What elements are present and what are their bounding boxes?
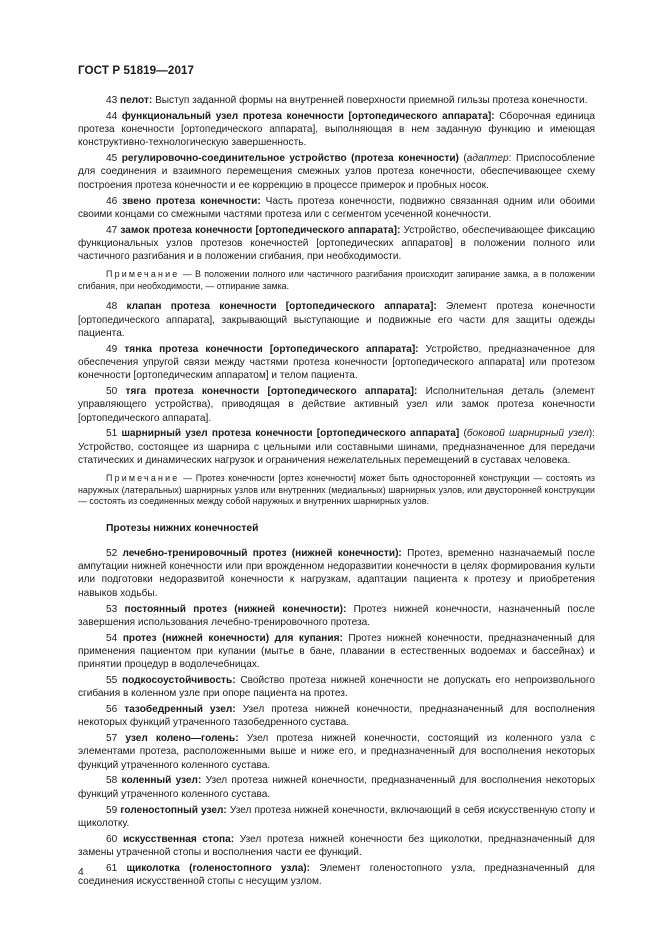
term-definition: Приспособление для соединения и взаимного перемещения смежных узлов протеза конечности, обеспечивающее схему построения протеза конечности и ее коррекцию в процессе примерок и пробных носок. <box>78 153 596 191</box>
term-entry <box>78 94 595 107</box>
term-synonym: боковой шарнирный узел <box>466 428 589 440</box>
term-definition: Устройство, обеспечивающее фиксацию функциональных узлов протезов конечностей [ортопедических аппаратов] в положении полного или частичного разгибания и в положении сгибания, при необходимости. <box>78 224 595 263</box>
term-entry <box>78 195 595 222</box>
term-name: лечебно-тренировочный протез (нижней конечности): <box>122 547 402 559</box>
term-number: 48 <box>106 301 118 313</box>
term-entry <box>78 674 595 701</box>
term-name: тянка протеза конечности [ортопедического аппарата]: <box>124 343 419 355</box>
term-number: 52 <box>106 547 118 559</box>
term-definition: Элемент протеза конечности [ортопедического аппарата], закрывающий выступающие и подвижные его части для защиты одежды пациента. <box>78 301 595 339</box>
terms-block-2 <box>78 300 595 467</box>
term-entry <box>78 732 595 772</box>
term-entry <box>78 703 595 730</box>
term-name: звено протеза конечности: <box>122 195 261 207</box>
term-number: 46 <box>106 195 118 207</box>
term-number: 47 <box>106 224 118 236</box>
term-definition: Протез нижней конечности, назначенный после завершения использования лечебно-тренировочного протеза. <box>78 603 595 628</box>
note-text: — Протез конечности [ортез конечности] может быть односторонней конструкции — состоять из наружных (латеральных) шарнирных узлов или внутренних (медиальных) шарнирных узлов, или двусторонней конструкции — состоять из соединенных между собой наружных и внутренних шарнирных узлов. <box>78 473 595 507</box>
term-name: подкосоустойчивость: <box>121 674 236 686</box>
note-label: Примечание <box>106 473 180 484</box>
term-name: постоянный протез (нижней конечности): <box>124 603 347 615</box>
term-name: тазобедренный узел: <box>124 704 236 716</box>
term-name: регулировочно-соединительное устройство (протеза конечности) <box>121 153 459 165</box>
term-number: 50 <box>106 386 118 398</box>
term-number: 59 <box>106 804 118 816</box>
term-number: 53 <box>106 603 118 615</box>
term-definition: Протез нижней конечности, предназначенный для применения пациентом при купании (мытье в бане, плавании в естественных водоемах и бассейнах) и принятии процедур в водолечебницах. <box>78 632 596 671</box>
term-entry <box>78 110 595 150</box>
term-entry: 51 шарнирный узел протеза конечности [ортопедического аппарата] (боковой шарнирный узел): Устройство, состоящее из шарнира с цельными или составными шинами, предназначенное для передачи статических и динамических нагрузок и ограничения нежелательных перемещений в суставах человека. <box>78 428 595 466</box>
note-text: — В положении полного или частичного разгибания происходит запирание замка, а в положении сгибания, при необходимости, — отпирание замка. <box>78 269 595 291</box>
term-name: шарнирный узел протеза конечности [ортопедического аппарата] <box>121 428 460 440</box>
term-synonym-close: ): <box>588 428 595 440</box>
note-1 <box>78 269 595 292</box>
term-entry <box>78 603 595 630</box>
term-definition: Часть протеза конечности, подвижно связанная одним или обоими своими концами со смежными частями протеза или с сегментом усеченной конечности. <box>78 195 595 220</box>
term-number: 45 <box>106 153 118 165</box>
term-entry <box>78 833 595 860</box>
note-label: Примечание <box>106 269 180 280</box>
term-number: 56 <box>106 704 118 716</box>
term-number: 44 <box>106 110 118 122</box>
term-number: 57 <box>106 733 118 745</box>
term-name: тяга протеза конечности [ортопедического аппарата]: <box>125 386 418 398</box>
term-name: протез (нижней конечности) для купания: <box>122 632 343 644</box>
term-number: 49 <box>106 343 118 355</box>
term-definition: Сборочная единица протеза конечности [ортопедического аппарата], выполняющая в нем заданную функцию и имеющая конструктивно-технологическую завершенность. <box>78 110 595 149</box>
terms-block-1 <box>78 94 595 263</box>
term-entry <box>78 547 595 600</box>
term-definition: Свойство протеза нижней конечности не допускать его непроизвольного сгибания в коленном узле при опоре пациента на протез. <box>78 674 595 700</box>
term-definition: Узел протеза нижней конечности, состоящий из коленного узла с элементами протеза, расположенными выше и ниже его, и предназначенный для восполнения некоторых функций утраченного коленного сустава. <box>78 733 595 771</box>
term-entry <box>78 224 595 264</box>
term-entry <box>78 862 595 889</box>
term-definition: Элемент голеностопного узла, предназначенный для соединения искусственной стопы с несущим узлом. <box>78 862 595 887</box>
term-name: коленный узел: <box>121 775 202 787</box>
term-name: искусственная стопа: <box>122 833 235 845</box>
term-entry <box>78 385 595 425</box>
document-body <box>78 94 595 891</box>
term-definition: Устройство, состоящее из шарнира с цельными или составными шинами, предназначенное для передачи статических и динамических нагрузок и ограничения нежелательных перемещений в суставах человека. <box>78 441 595 466</box>
terms-block-3 <box>78 547 595 888</box>
term-name: функциональный узел протеза конечности [ортопедического аппарата]: <box>121 110 495 122</box>
document-header: ГОСТ Р 51819—2017 <box>78 64 195 77</box>
term-number: 43 <box>106 95 118 106</box>
term-entry <box>78 774 595 801</box>
term-name: голеностопный узел: <box>120 804 227 816</box>
term-definition: Выступ заданной формы на внутренней поверхности приемной гильзы протеза конечности. <box>152 95 588 106</box>
term-name: замок протеза конечности [ортопедического аппарата]: <box>120 224 401 236</box>
term-name: клапан протеза конечности [ортопедического аппарата]: <box>126 301 437 313</box>
note-2 <box>78 473 595 508</box>
term-definition: Узел протеза нижней конечности, предназначенный для восполнения некоторых функций утраченного коленного сустава. <box>78 775 595 800</box>
term-name: щиколотка (голеностопного узла): <box>126 862 311 874</box>
term-definition: Узел протеза нижней конечности, включающий в себя искусственную стопу и щиколотку. <box>78 804 596 829</box>
term-synonym: адаптер <box>466 153 509 165</box>
term-definition: Узел протеза нижней конечности без щиколотки, предназначенный для замены утраченной стопы и восполнения части ее функций. <box>78 833 595 858</box>
section-title: Протезы нижних конечностей <box>106 522 259 534</box>
term-number: 61 <box>106 862 118 874</box>
term-number: 54 <box>106 632 118 644</box>
term-definition: Протез, временно назначаемый после ампутации нижней конечности или при врожденном недоразвитии конечности в целях формирования культи или подготовки недоразвитой конечности к нагрузкам, адаптации пациента к протезу и приобретения навыков ходьбы. <box>78 547 595 599</box>
term-definition: Устройство, предназначенное для обеспечения упругой связи между частями протеза конечности [ортопедического аппарата] или протезом конечности [ортопедическим аппаратом] и телом пациента. <box>78 343 596 382</box>
term-entry <box>78 804 595 831</box>
term-name: пелот: <box>120 95 153 106</box>
term-entry <box>78 343 595 383</box>
term-entry <box>78 632 595 672</box>
page-number: 4 <box>78 867 84 878</box>
term-name: узел колено—голень: <box>125 733 239 745</box>
term-number: 60 <box>106 833 118 845</box>
term-definition: Исполнительная деталь (элемент управляющего устройства), приводящая в действие активный узел или замок протеза конечности [ортопедического аппарата]. <box>78 386 595 424</box>
term-number: 51 <box>106 428 118 440</box>
term-entry <box>78 300 595 340</box>
term-entry: 45 регулировочно-соединительное устройство (протеза конечности) (адаптер: Приспособление для соединения и взаимного перемещения смежных узлов протеза конечности, обеспечивающее схему построения протеза конечности и ее коррекцию в процессе примерок и пробных носок. <box>78 153 596 191</box>
term-number: 55 <box>106 674 118 686</box>
term-synonym-close: : <box>508 153 516 165</box>
term-number: 58 <box>106 775 118 787</box>
term-definition: Узел протеза нижней конечности, предназначенный для восполнения некоторых функций утраченного тазобедренного сустава. <box>78 704 595 729</box>
